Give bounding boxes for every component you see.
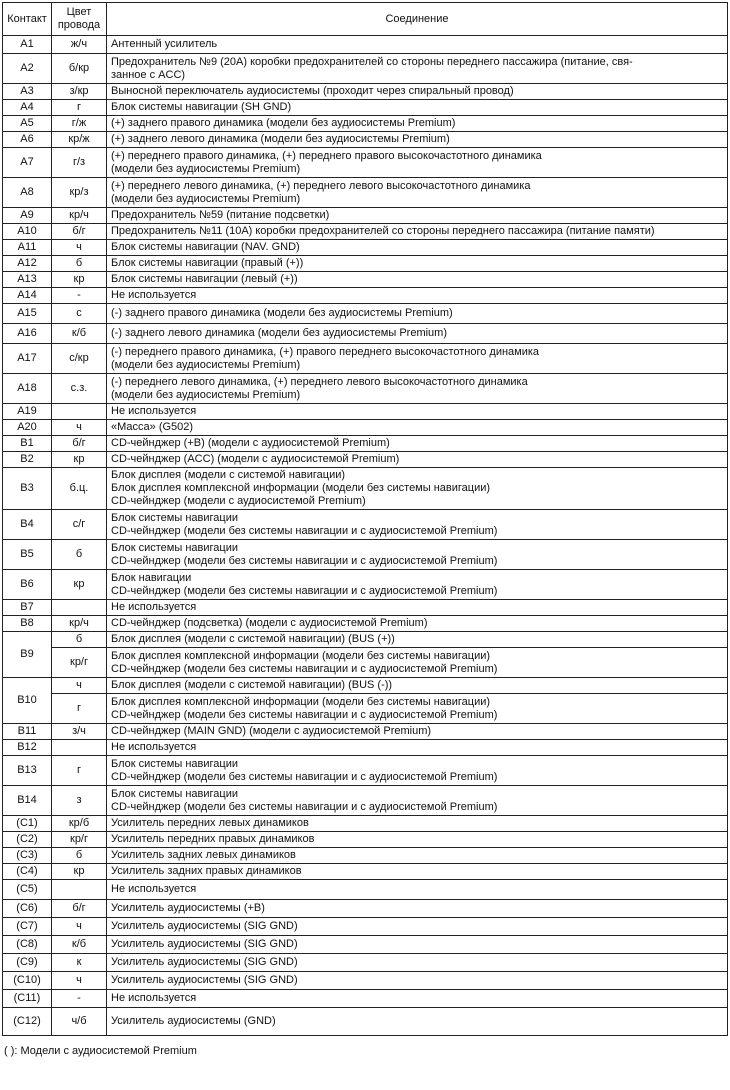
connection-text-line: Блок навигации <box>111 571 192 584</box>
connection-cell <box>107 288 728 304</box>
connection-text-line: Блок системы навигации (правый (+)) <box>111 257 304 269</box>
connection-text-line: (модели без аудиосистемы Premium) <box>111 162 301 175</box>
document-page <box>2 0 728 1057</box>
connection-cell <box>107 880 728 900</box>
contact-cell: A10 <box>3 224 52 240</box>
table-row <box>3 36 728 54</box>
table-row <box>3 724 728 740</box>
table-row <box>3 178 728 208</box>
wire-color-cell: с.з. <box>52 374 107 404</box>
contact-cell: (C10) <box>3 972 52 990</box>
contact-cell: B4 <box>3 510 52 540</box>
connection-cell <box>107 100 728 116</box>
connection-cell <box>107 272 728 288</box>
connection-text-line: (-) переднего левого динамика, (+) переднего левого высокочастотного динамика <box>111 375 528 388</box>
table-row <box>3 880 728 900</box>
connection-cell <box>107 918 728 936</box>
table-row <box>3 918 728 936</box>
wire-color-cell: ж/ч <box>52 36 107 54</box>
contact-cell: (C5) <box>3 880 52 900</box>
contact-cell: A20 <box>3 420 52 436</box>
wire-color-cell: кр/ч <box>52 208 107 224</box>
contact-cell: B1 <box>3 436 52 452</box>
contact-cell: (C11) <box>3 990 52 1008</box>
contact-cell: A6 <box>3 132 52 148</box>
contact-cell: A16 <box>3 324 52 344</box>
wire-color-cell: кр/ж <box>52 132 107 148</box>
connection-text-line: CD-чейнджер (MAIN GND) (модели с аудиосистемой Premium) <box>111 725 432 737</box>
connection-cell <box>107 224 728 240</box>
contact-cell: A18 <box>3 374 52 404</box>
contact-cell: A19 <box>3 404 52 420</box>
connection-text-line: Не используется <box>111 405 197 417</box>
table-row <box>3 132 728 148</box>
table-row <box>3 272 728 288</box>
connection-cell <box>107 954 728 972</box>
wire-color-cell: г/ж <box>52 116 107 132</box>
wire-color-cell: г <box>52 100 107 116</box>
contact-cell: A3 <box>3 84 52 100</box>
connection-cell <box>107 404 728 420</box>
wire-color-cell: г <box>52 756 107 786</box>
table-row <box>3 116 728 132</box>
table-row <box>3 452 728 468</box>
connection-text-line: Блок системы навигации (SH GND) <box>111 101 292 113</box>
connection-cell <box>107 240 728 256</box>
connection-cell <box>107 694 728 724</box>
wire-color-cell: с/кр <box>52 344 107 374</box>
contact-cell: B5 <box>3 540 52 570</box>
wire-color-cell: - <box>52 288 107 304</box>
table-row <box>3 832 728 848</box>
contact-cell: A2 <box>3 54 52 84</box>
table-row <box>3 1008 728 1036</box>
connection-text-line: CD-чейнджер (модели без системы навигации и с аудиосистемой Premium) <box>111 800 498 813</box>
wire-color-cell: б/г <box>52 224 107 240</box>
table-row <box>3 900 728 918</box>
wire-color-cell: кр/з <box>52 178 107 208</box>
connector-pinout-table <box>2 2 728 1036</box>
wire-color-cell: ч <box>52 678 107 694</box>
table-row <box>3 510 728 540</box>
connection-cell <box>107 570 728 600</box>
table-header-row <box>3 3 728 36</box>
connection-cell <box>107 936 728 954</box>
contact-cell: (C1) <box>3 816 52 832</box>
wire-color-cell: кр/б <box>52 816 107 832</box>
connection-text-line: (-) заднего правого динамика (модели без аудиосистемы Premium) <box>111 307 453 319</box>
wire-color-cell <box>52 600 107 616</box>
wire-color-cell: б/кр <box>52 54 107 84</box>
column-header-wire-color: Цвет провода <box>52 3 107 36</box>
contact-cell: A9 <box>3 208 52 224</box>
table-row <box>3 816 728 832</box>
contact-cell: (C6) <box>3 900 52 918</box>
contact-cell: (C8) <box>3 936 52 954</box>
connection-text-line: CD-чейнджер (модели без системы навигации и с аудиосистемой Premium) <box>111 584 498 597</box>
wire-color-cell: ч/б <box>52 1008 107 1036</box>
connection-cell <box>107 990 728 1008</box>
connection-cell <box>107 374 728 404</box>
contact-cell: (C12) <box>3 1008 52 1036</box>
table-row <box>3 864 728 880</box>
connection-cell <box>107 540 728 570</box>
table-row <box>3 208 728 224</box>
connection-cell <box>107 848 728 864</box>
connection-text-line: занное с ACC) <box>111 68 186 81</box>
connection-cell <box>107 132 728 148</box>
table-row <box>3 648 728 678</box>
connection-cell <box>107 304 728 324</box>
connection-cell <box>107 740 728 756</box>
table-row <box>3 570 728 600</box>
wire-color-cell: кр/г <box>52 648 107 678</box>
connection-text-line: (-) переднего правого динамика, (+) правого переднего высокочастотного динамика <box>111 345 540 358</box>
connection-text-line: CD-чейнджер (модели с аудиосистемой Premium) <box>111 495 366 507</box>
wire-color-cell: с <box>52 304 107 324</box>
connection-cell <box>107 148 728 178</box>
connection-cell <box>107 208 728 224</box>
wire-color-cell: кр <box>52 452 107 468</box>
contact-cell: B2 <box>3 452 52 468</box>
connection-cell <box>107 616 728 632</box>
connection-text-line: Блок дисплея комплексной информации (модели без системы навигации) <box>111 649 491 662</box>
connection-text-line: CD-чейнджер (модели без системы навигации и с аудиосистемой Premium) <box>111 554 498 567</box>
table-row <box>3 304 728 324</box>
connection-text-line: CD-чейнджер (+B) (модели с аудиосистемой Premium) <box>111 437 390 449</box>
connection-text-line: Блок дисплея (модели с системой навигации) (BUS (+)) <box>111 633 395 645</box>
contact-cell: A17 <box>3 344 52 374</box>
connection-text-line: Блок системы навигации <box>111 541 238 554</box>
connection-cell <box>107 84 728 100</box>
table-row <box>3 468 728 510</box>
connection-text-line: CD-чейнджер (модели без системы навигации и с аудиосистемой Premium) <box>111 524 498 537</box>
contact-cell: (C3) <box>3 848 52 864</box>
column-header-contact: Контакт <box>3 3 52 36</box>
connection-cell <box>107 436 728 452</box>
contact-cell: A11 <box>3 240 52 256</box>
wire-color-cell: ч <box>52 240 107 256</box>
wire-color-cell: кр <box>52 864 107 880</box>
table-row <box>3 694 728 724</box>
connection-text-line: Блок системы навигации <box>111 757 238 770</box>
contact-cell: B11 <box>3 724 52 740</box>
contact-cell: A14 <box>3 288 52 304</box>
connection-text-line: (+) заднего правого динамика (модели без аудиосистемы Premium) <box>111 117 456 129</box>
connection-text-line: Блок системы навигации (левый (+)) <box>111 273 298 285</box>
connection-text-line: Предохранитель №59 (питание подсветки) <box>111 209 330 221</box>
table-row <box>3 616 728 632</box>
connection-text-line: «Масса» (G502) <box>111 421 194 433</box>
table-row <box>3 678 728 694</box>
wire-color-cell: ч <box>52 420 107 436</box>
connection-text-line: Усилитель аудиосистемы (SIG GND) <box>111 938 298 950</box>
contact-cell: B10 <box>3 678 52 724</box>
table-row <box>3 936 728 954</box>
contact-cell: B12 <box>3 740 52 756</box>
connection-text-line: Блок системы навигации <box>111 511 238 524</box>
contact-cell: B7 <box>3 600 52 616</box>
connection-text-line: (модели без аудиосистемы Premium) <box>111 192 301 205</box>
table-row <box>3 100 728 116</box>
contact-cell: A15 <box>3 304 52 324</box>
connection-text-line: Не используется <box>111 883 197 895</box>
wire-color-cell <box>52 740 107 756</box>
wire-color-cell <box>52 880 107 900</box>
contact-cell: (C9) <box>3 954 52 972</box>
connection-text-line: Усилитель аудиосистемы (+B) <box>111 902 265 914</box>
connection-text-line: Усилитель аудиосистемы (GND) <box>111 1015 276 1027</box>
contact-cell: A7 <box>3 148 52 178</box>
table-row <box>3 288 728 304</box>
connection-text-line: Не используется <box>111 289 197 301</box>
connection-text-line: Не используется <box>111 992 197 1004</box>
table-row <box>3 740 728 756</box>
connection-text-line: Предохранитель №9 (20A) коробки предохранителей со стороны переднего пассажира (питание, свя- <box>111 55 633 68</box>
wire-color-cell: г/з <box>52 148 107 178</box>
contact-cell: A12 <box>3 256 52 272</box>
connection-text-line: Предохранитель №11 (10A) коробки предохранителей со стороны переднего пассажира (питание памяти) <box>111 225 655 237</box>
connection-cell <box>107 420 728 436</box>
wire-color-cell: б/г <box>52 436 107 452</box>
connection-text-line: Усилитель передних правых динамиков <box>111 833 315 845</box>
wire-color-cell: г <box>52 694 107 724</box>
connection-text-line: Блок дисплея (модели с системой навигации) (BUS (-)) <box>111 679 393 691</box>
wire-color-cell: з <box>52 786 107 816</box>
connection-text-line: (-) заднего левого динамика (модели без аудиосистемы Premium) <box>111 327 447 339</box>
wire-color-cell <box>52 404 107 420</box>
wire-color-cell: б <box>52 256 107 272</box>
contact-cell: B8 <box>3 616 52 632</box>
wire-color-cell: ч <box>52 972 107 990</box>
wire-color-cell: б/г <box>52 900 107 918</box>
connection-text-line: CD-чейнджер (модели без системы навигации и с аудиосистемой Premium) <box>111 708 498 721</box>
table-row <box>3 972 728 990</box>
table-row <box>3 848 728 864</box>
connection-text-line: Не используется <box>111 601 197 613</box>
wire-color-cell: б.ц. <box>52 468 107 510</box>
table-row <box>3 224 728 240</box>
connection-text-line: Усилитель задних левых динамиков <box>111 849 296 861</box>
connection-cell <box>107 178 728 208</box>
connection-text-line: (модели без аудиосистемы Premium) <box>111 388 301 401</box>
wire-color-cell: б <box>52 632 107 648</box>
connection-text-line: Выносной переключатель аудиосистемы (проходит через спиральный провод) <box>111 85 514 97</box>
connection-text-line: Антенный усилитель <box>111 38 218 50</box>
connection-cell <box>107 972 728 990</box>
connection-text-line: Блок дисплея комплексной информации (модели без системы навигации) <box>111 695 491 708</box>
column-header-connection: Соединение <box>107 3 728 36</box>
connection-cell <box>107 116 728 132</box>
connection-cell <box>107 900 728 918</box>
connection-text-line: Усилитель аудиосистемы (SIG GND) <box>111 920 298 932</box>
table-row <box>3 436 728 452</box>
connection-cell <box>107 344 728 374</box>
connection-cell <box>107 678 728 694</box>
table-row <box>3 954 728 972</box>
contact-cell: B3 <box>3 468 52 510</box>
table-row <box>3 632 728 648</box>
contact-cell: A1 <box>3 36 52 54</box>
connection-cell <box>107 54 728 84</box>
wire-color-cell: ч <box>52 918 107 936</box>
table-row <box>3 990 728 1008</box>
connection-cell <box>107 724 728 740</box>
wire-color-cell: б <box>52 848 107 864</box>
connection-text-line: Усилитель аудиосистемы (SIG GND) <box>111 956 298 968</box>
connection-cell <box>107 468 728 510</box>
wire-color-cell: кр <box>52 570 107 600</box>
connection-cell <box>107 324 728 344</box>
wire-color-cell: - <box>52 990 107 1008</box>
wire-color-cell: с/г <box>52 510 107 540</box>
wire-color-cell: б <box>52 540 107 570</box>
connection-cell <box>107 816 728 832</box>
connection-cell <box>107 648 728 678</box>
wire-color-cell: к/б <box>52 324 107 344</box>
connection-text-line: Усилитель аудиосистемы (SIG GND) <box>111 974 298 986</box>
table-row <box>3 84 728 100</box>
connection-text-line: Блок дисплея комплексной информации (модели без системы навигации) <box>111 482 491 494</box>
wire-color-cell: з/ч <box>52 724 107 740</box>
connection-cell <box>107 256 728 272</box>
connection-cell <box>107 1008 728 1036</box>
table-row <box>3 786 728 816</box>
table-row <box>3 54 728 84</box>
connection-text-line: (+) переднего правого динамика, (+) переднего правого высокочастотного динамика <box>111 149 542 162</box>
connection-cell <box>107 600 728 616</box>
connection-cell <box>107 786 728 816</box>
connection-text-line: CD-чейнджер (модели без системы навигации и с аудиосистемой Premium) <box>111 770 498 783</box>
table-row <box>3 756 728 786</box>
table-row <box>3 374 728 404</box>
connection-text-line: Блок системы навигации (NAV. GND) <box>111 241 300 253</box>
connection-cell <box>107 832 728 848</box>
connection-text-line: CD-чейнджер (ACC) (модели с аудиосистемой Premium) <box>111 453 400 465</box>
wire-color-cell: к/б <box>52 936 107 954</box>
connection-text-line: CD-чейнджер (модели без системы навигации и с аудиосистемой Premium) <box>111 662 498 675</box>
contact-cell: (C2) <box>3 832 52 848</box>
connection-text-line: CD-чейнджер (подсветка) (модели с аудиосистемой Premium) <box>111 617 428 629</box>
connection-text-line: (модели без аудиосистемы Premium) <box>111 358 301 371</box>
contact-cell: B9 <box>3 632 52 678</box>
table-row <box>3 540 728 570</box>
connection-cell <box>107 756 728 786</box>
contact-cell: A5 <box>3 116 52 132</box>
table-body <box>3 36 728 1036</box>
contact-cell: (C7) <box>3 918 52 936</box>
table-row <box>3 324 728 344</box>
contact-cell: B14 <box>3 786 52 816</box>
contact-cell: A8 <box>3 178 52 208</box>
wire-color-cell: кр/г <box>52 832 107 848</box>
wire-color-cell: з/кр <box>52 84 107 100</box>
wire-color-cell: к <box>52 954 107 972</box>
wire-color-cell: кр <box>52 272 107 288</box>
wire-color-cell: кр/ч <box>52 616 107 632</box>
connection-text-line: Усилитель передних левых динамиков <box>111 817 309 829</box>
connection-text-line: (+) заднего левого динамика (модели без аудиосистемы Premium) <box>111 133 450 145</box>
connection-cell <box>107 632 728 648</box>
connection-text-line: (+) переднего левого динамика, (+) переднего левого высокочастотного динамика <box>111 179 531 192</box>
connection-cell <box>107 36 728 54</box>
table-row <box>3 344 728 374</box>
contact-cell: A4 <box>3 100 52 116</box>
table-row <box>3 600 728 616</box>
contact-cell: B6 <box>3 570 52 600</box>
connection-cell <box>107 452 728 468</box>
table-row <box>3 256 728 272</box>
connection-cell <box>107 510 728 540</box>
connection-text-line: Не используется <box>111 741 197 753</box>
contact-cell: (C4) <box>3 864 52 880</box>
connection-text-line: Блок системы навигации <box>111 787 238 800</box>
connection-cell <box>107 864 728 880</box>
table-row <box>3 148 728 178</box>
contact-cell: A13 <box>3 272 52 288</box>
contact-cell: B13 <box>3 756 52 786</box>
table-row <box>3 404 728 420</box>
table-row <box>3 420 728 436</box>
connection-text-line: Усилитель задних правых динамиков <box>111 865 302 877</box>
footnote: ( ): Модели с аудиосистемой Premium <box>4 1045 197 1057</box>
connection-text-line: Блок дисплея (модели с системой навигации) <box>111 469 346 481</box>
table-row <box>3 240 728 256</box>
